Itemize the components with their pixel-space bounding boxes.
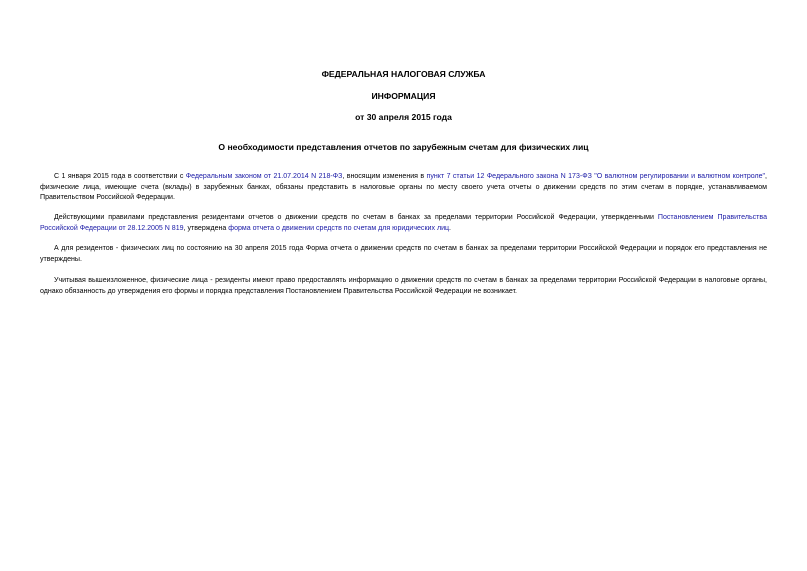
paragraph-2-text-3: . xyxy=(449,224,452,232)
document-title: О необходимости представления отчетов по зарубежным счетам для физических лиц xyxy=(218,142,589,152)
paragraph-1 xyxy=(40,172,767,204)
paragraph-1-text-3: , физические лица, имеющие счета (вклады) в зарубежных банках, обязаны представить в налоговые органы по месту своего учета отчеты о движении средств по этим счетам в порядке, устанавливаемом Правительством Российской Федерации. xyxy=(40,173,768,202)
paragraph-1-text-1: С 1 января 2015 года в соответствии с xyxy=(54,173,186,180)
paragraph-4 xyxy=(40,276,767,297)
paragraph-1-text-2: , вносящим изменения в xyxy=(342,173,427,180)
paragraph-4-text-1: Учитывая вышеизложенное, физические лица - резиденты имеют право предоставлять информацию о движении средств по счетам в банках за пределами территории Российской Федерации в налоговые органы, однако обязанность до утверждения его формы и порядка представления Постановлением Правительства Российской Федерации не возникает. xyxy=(40,277,767,295)
paragraph-3 xyxy=(40,244,767,265)
link-federal-law-173-article-12[interactable]: пункт 7 статьи 12 Федерального закона N 173-ФЗ "О валютном регулировании и валютном контроле" xyxy=(426,173,766,180)
paragraph-3-text-1: А для резидентов - физических лиц по состоянию на 30 апреля 2015 года Форма отчета о движении средств по счетам в банках за пределами территории Российской Федерации и порядок его представления не утверждены. xyxy=(40,245,767,263)
paragraph-2-text-1: Действующими правилами представления резидентами отчетов о движении средств по счетам в банках за пределами территории Российской Федерации, утвержденными xyxy=(54,214,658,221)
paragraph-2-text-2: , утверждена xyxy=(183,224,229,232)
paragraph-2 xyxy=(40,213,767,234)
link-federal-law-218[interactable]: Федеральным законом от 21.07.2014 N 218-ФЗ xyxy=(185,173,343,180)
link-report-form-legal-entities[interactable]: форма отчета о движении средств по счетам для юридических лиц xyxy=(228,224,450,232)
agency-heading: ФЕДЕРАЛЬНАЯ НАЛОГОВАЯ СЛУЖБА xyxy=(321,69,486,79)
document-date: от 30 апреля 2015 года xyxy=(355,112,452,122)
link-government-resolution-819[interactable]: Постановлением Правительства Российской Федерации от 28.12.2005 N 819 xyxy=(40,214,767,232)
document-type-heading: ИНФОРМАЦИЯ xyxy=(371,91,436,101)
